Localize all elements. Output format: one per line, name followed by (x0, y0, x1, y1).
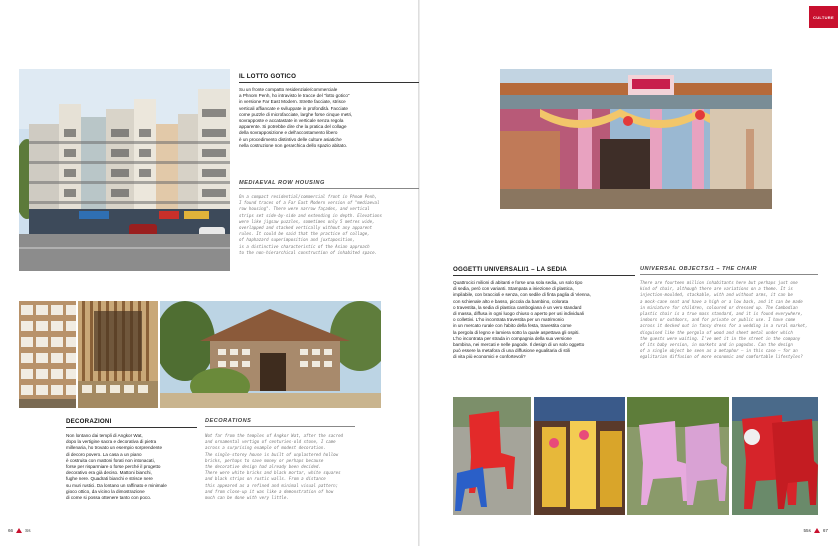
photo-brick-wall (19, 301, 76, 408)
text-decorazioni-english: Not far from the temples of Angkor Wat, after the sacred and ornamental vertigo of centuries-old stone, I came across a surprising example of modest decoration. The single-storey house is built of unplastered hollow bricks, perhaps to save money or perhaps because the decorative design had already been decided. There were white bricks and black mortar, white squares and black strips on rustic walls. From a distance this appeared as a refined and minimal visual pattern; and from close-up it was like a demonstration of how much can be done with very little. (205, 433, 344, 501)
triangle-icon (16, 528, 22, 533)
section-title-sedia: OGGETTI UNIVERSALI/1 – LA SEDIA (453, 266, 635, 276)
photo-row-housing (19, 69, 230, 271)
triangle-icon (814, 528, 820, 533)
section-tab (809, 6, 838, 28)
text-decorazioni-italian: Non lontano dai templi di Angkor Wat, dopo la vertigine sacra e decorativa di pietra millenaria, ho trovato un esempio sorprendente di decoro povero. La casa a un piano è costruita con mattoni forati non intonacati, forse per risparmiare o forse perché il progetto decorativo era già deciso. Mattoni bianchi, fughe nere. Quadrati bianchi e strisce nere su muri rustici. Da lontano un raffinato e minimale gioco ottico, da vicino la dimostrazione di come si possa ottenere tanto con poco. (66, 433, 167, 501)
text-sedia-italian: Quattrocici milioni di abitanti e forse una sola sedia, un solo tipo di sedia, però con varianti. Stampata a iniezione di plastica, impilabile, con braccioli e senza, con sedile di finta paglia di Vienna, con schienale alto e basso, piccola da bambino, colorata o travestita, la sedia di plastica cambogiana è un vero standard di massa, diffusa in ogni luogo chiuso o aperto per usi individuali o collettivi. L'ho incontrata travestita per un matrimonio in un mercato rurale con l'abito della festa, travestita come la pergola di legno e lamiera sotto la quale aspettava gli ospiti. L'ho incontrata per strada in compagnia della sua versione bambina, nei mercati e nelle pagode. Il design di un solo oggetto può essere la metafora di una diffusione egualitaria di stili di vita più economici e confortevoli? (453, 280, 591, 360)
page-number-left: 66 (8, 528, 14, 533)
section-title-decorazioni-en: DECORATIONS (205, 418, 355, 427)
photo-chair-pink (627, 397, 729, 515)
section-title-sedia-en: UNIVERSAL OBJECTS/1 – THE CHAIR (640, 266, 818, 275)
photo-village-house (160, 301, 381, 408)
section-title-lotto: IL LOTTO GOTICO (239, 73, 419, 83)
section-title-decorazioni: DECORAZIONI (66, 418, 197, 428)
issue-label-left: Ss (25, 528, 31, 533)
folio-right (803, 528, 828, 533)
page-number-right: 67 (822, 528, 828, 533)
photo-bamboo-wall (78, 301, 158, 408)
folio-left (8, 528, 31, 533)
text-sedia-english: There are fourteen million inhabitants here but perhaps just one kind of chair, although there are variations on a theme. It is injection-moulded, stackable, with and without arms, it can be a mock-cane seat and have a high or a low back, and it can be made in miniature for children, coloured or dressed up. The Cambodian plastic chair is a true mass standard, and it is found everywhere, indoors or outdoors, and for private or public use. I have come across it decked out in fancy dress for a wedding in a rural market, disguised like the pergola of wood and sheet metal under which the guests were waiting. I've met it in the street in the company of its baby version, in markets and in pagodas. Can the design of a single object be seen as a metaphor – in this case – for an egalitarian diffusion of more economic and comfortable lifestyles? (640, 280, 808, 360)
text-lotto-english: On a compact residential/commercial front in Phnom Penh, I found traces of a Far East Modern version of "mediaeval row housing". There were narrow façades, and vertical strips set side-by-side and extending in depth. Elevations were like jigsaw puzzles, sometimes only 5 metres wide, overlapped and stacked vertically without any apparent rules. It could be said that the practice of collage, of haphazard superimposition and juxtaposition, is a distinctive characteristic of the Asian approach to the non-hierarchical construction of inhabited space. (239, 194, 382, 255)
section-title-lotto-en: MEDIAEVAL ROW HOUSING (239, 180, 419, 189)
text-lotto-italian: Su un fronte compatto residenziale/commerciale a Phnom Penh, ho intravisto le tracce del "lotto gotico" in versione Far East Modern. Strette facciate, strisce verticali affiancate e sviluppate in profondità. Facciate come puzzle di microfacciate, larghe forse cinque metri, sovrapposte e accatastate in verticale senza regola apparente. Si potrebbe dire che la pratica del collage della sovrapposizione e dell'accostamento libero è un procedimento distintivo delle culture asiatiche nella costruzione non gerarchica dello spazio abitato. (239, 87, 353, 148)
photo-chair-gold (534, 397, 625, 515)
photo-chair-red-blue (453, 397, 531, 515)
section-tab-label: CULTURE (813, 15, 834, 20)
photo-wedding-pergola (500, 69, 772, 209)
photo-chair-red-stack (732, 397, 818, 515)
issue-label-right: 55s (803, 528, 811, 533)
